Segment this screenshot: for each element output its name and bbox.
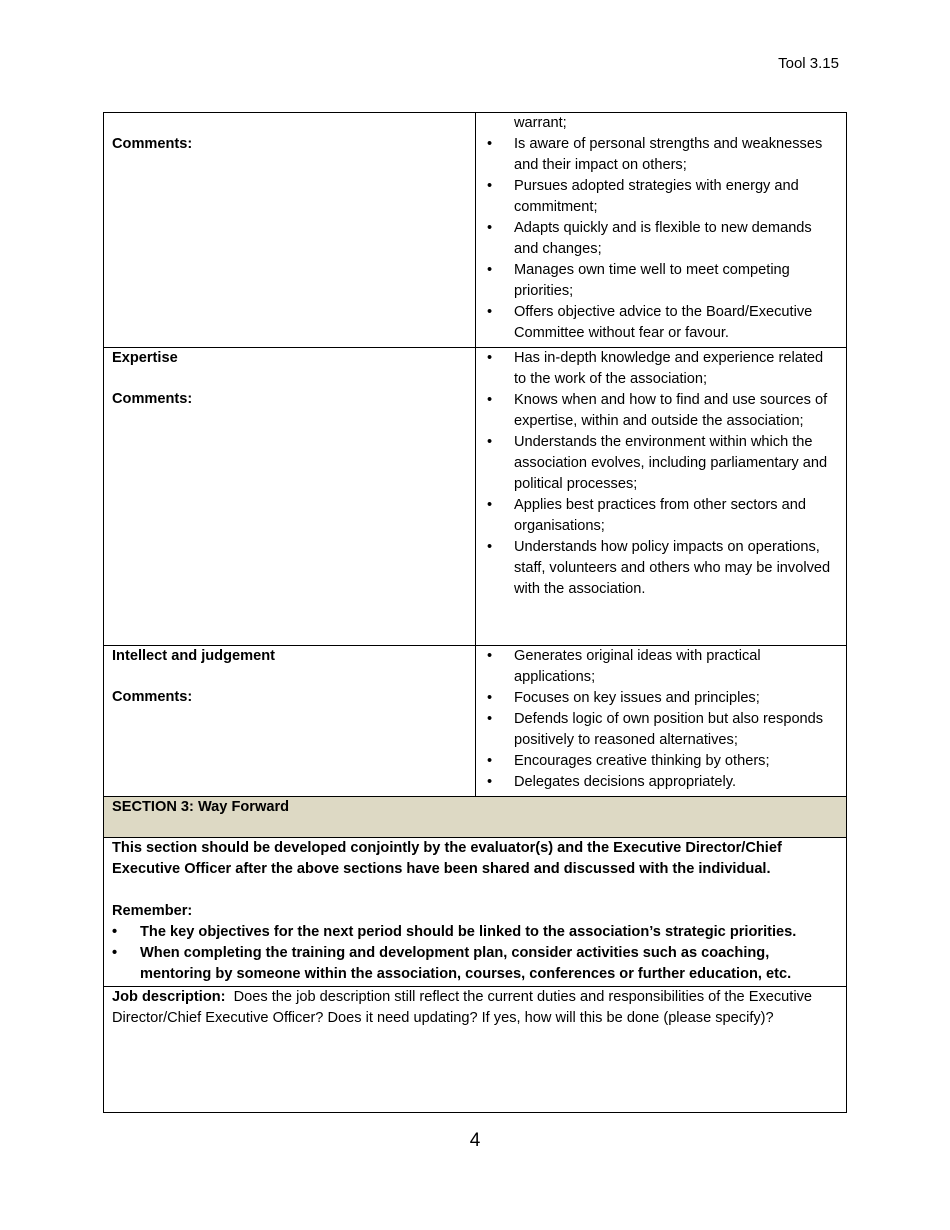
list-item: • Offers objective advice to the Board/Executive Committee without fear or favour. [484, 302, 838, 344]
list-item: • Has in-depth knowledge and experience related to the work of the association; [484, 348, 838, 390]
table-row [104, 348, 847, 646]
comments-label: Comments: [112, 689, 193, 705]
evaluation-table [103, 112, 847, 1113]
criteria-cell [476, 348, 847, 646]
list-item: • Encourages creative thinking by others; [484, 751, 838, 772]
row-title: Expertise [112, 350, 178, 366]
list-item: • The key objectives for the next period should be linked to the association’s strategic priorities. [112, 922, 838, 943]
instructions-row [104, 838, 847, 987]
list-item: • Generates original ideas with practical applications; [484, 646, 838, 688]
list-item: • Understands the environment within which the association evolves, including parliamentary and political processes; [484, 432, 838, 495]
continued-text: warrant; [514, 115, 567, 131]
list-item: • Adapts quickly and is flexible to new demands and changes; [484, 218, 838, 260]
section-heading-row [104, 797, 847, 838]
list-item: • Is aware of personal strengths and weaknesses and their impact on others; [484, 134, 838, 176]
page-number: 4 [469, 1130, 481, 1151]
criteria-cell [476, 113, 847, 348]
section-intro: This section should be developed conjointly by the evaluator(s) and the Executive Director/Chief Executive Officer after the above sections have been shared and discussed with the individual. [112, 840, 782, 877]
table-row [104, 113, 847, 348]
section-heading: SECTION 3: Way Forward [104, 797, 847, 838]
list-item: • Delegates decisions appropriately. [484, 772, 838, 793]
remember-label: Remember: [112, 903, 193, 919]
list-item: • Pursues adopted strategies with energy and commitment; [484, 176, 838, 218]
list-item: • Manages own time well to meet competing priorities; [484, 260, 838, 302]
list-item: • Focuses on key issues and principles; [484, 688, 838, 709]
job-description-row [104, 987, 847, 1113]
comments-label: Comments: [112, 136, 193, 152]
job-description-label: Job description: [112, 989, 226, 1005]
label-cell [104, 348, 476, 646]
list-item: • Understands how policy impacts on operations, staff, volunteers and others who may be involved with the association. [484, 537, 838, 600]
list-item: • Knows when and how to find and use sources of expertise, within and outside the association; [484, 390, 838, 432]
comments-label: Comments: [112, 391, 193, 407]
instructions-cell [104, 838, 847, 987]
list-item: • When completing the training and development plan, consider activities such as coaching, mentoring by someone within the association, courses, conferences or further education, etc. [112, 943, 838, 985]
criteria-cell [476, 646, 847, 797]
label-cell [104, 646, 476, 797]
job-description-cell[interactable] [104, 987, 847, 1113]
table-row [104, 646, 847, 797]
list-item: • Applies best practices from other sectors and organisations; [484, 495, 838, 537]
job-description-question: Does the job description still reflect the current duties and responsibilities of the Executive Director/Chief Executive Officer? Does it need updating? If yes, how will this be done (please specify)? [112, 989, 813, 1026]
tool-reference: Tool 3.15 [778, 55, 839, 72]
label-cell [104, 113, 476, 348]
list-item: • Defends logic of own position but also responds positively to reasoned alternatives; [484, 709, 838, 751]
row-title: Intellect and judgement [112, 648, 275, 664]
